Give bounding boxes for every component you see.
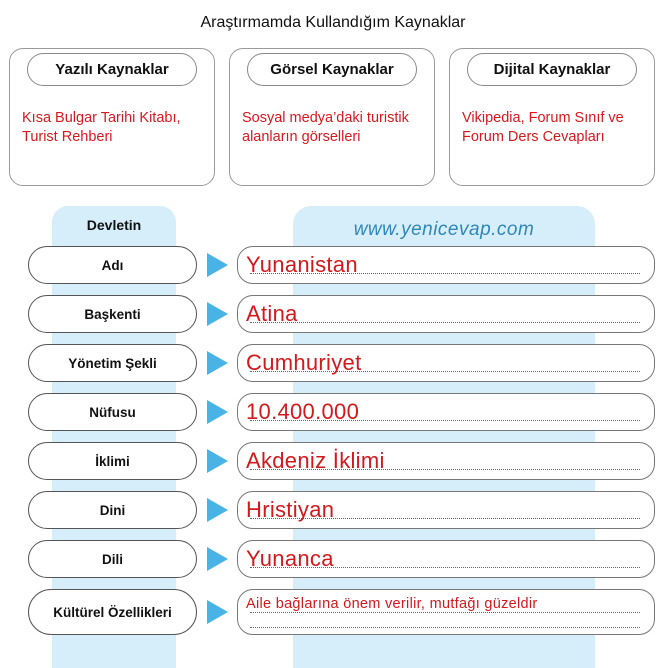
visual-sources-card: [229, 48, 435, 186]
answer-field[interactable]: [237, 589, 655, 635]
answer-field[interactable]: [237, 295, 655, 333]
arrow-right-icon: [207, 498, 228, 522]
dotted-line: [250, 627, 640, 628]
written-sources-text: Kısa Bulgar Tarihi Kitabı, Turist Rehberi: [22, 110, 181, 145]
answer-text: Yunanistan: [246, 252, 358, 277]
answer-text: Cumhuriyet: [246, 350, 362, 375]
answer-text: Akdeniz İklimi: [246, 448, 385, 473]
written-sources-card: [9, 48, 215, 186]
row-label: İklimi: [28, 442, 197, 480]
answer-text: Atina: [246, 301, 298, 326]
table-row: [0, 246, 666, 286]
answer-text: 10.400.000: [246, 399, 360, 424]
arrow-right-icon: [207, 400, 228, 424]
table-row: [0, 589, 666, 637]
row-label: Kültürel Özellikleri: [28, 589, 197, 635]
answer-text: Yunanca: [246, 546, 334, 571]
arrow-right-icon: [207, 600, 228, 624]
arrow-right-icon: [207, 449, 228, 473]
row-label: Başkenti: [28, 295, 197, 333]
answer-field[interactable]: [237, 491, 655, 529]
row-label: Nüfusu: [28, 393, 197, 431]
table-row: [0, 491, 666, 531]
row-label: Adı: [28, 246, 197, 284]
answer-field[interactable]: [237, 540, 655, 578]
table-row: [0, 393, 666, 433]
watermark: www.yenicevap.com: [353, 219, 535, 240]
table-row: [0, 442, 666, 482]
digital-sources-card: [449, 48, 655, 186]
column-header: Devletin: [86, 217, 142, 233]
arrow-right-icon: [207, 253, 228, 277]
row-label: Yönetim Şekli: [28, 344, 197, 382]
dotted-line: [250, 612, 640, 613]
answer-text: Hristiyan: [246, 497, 335, 522]
table-row: [0, 344, 666, 384]
page-title: Araştırmamda Kullandığım Kaynaklar: [200, 14, 466, 31]
arrow-right-icon: [207, 302, 228, 326]
arrow-right-icon: [207, 351, 228, 375]
digital-sources-heading: Dijital Kaynaklar: [467, 53, 637, 86]
dotted-line: [250, 322, 640, 323]
answer-text: Aile bağlarına önem verilir, mutfağı güzeldir: [246, 596, 538, 612]
answer-field[interactable]: [237, 442, 655, 480]
row-label: Dili: [28, 540, 197, 578]
table-row: [0, 295, 666, 335]
visual-sources-heading: Görsel Kaynaklar: [247, 53, 417, 86]
row-label: Dini: [28, 491, 197, 529]
table-row: [0, 540, 666, 580]
visual-sources-text: Sosyal medya’daki turistik alanların görselleri: [242, 110, 409, 145]
answer-field[interactable]: [237, 393, 655, 431]
written-sources-heading: Yazılı Kaynaklar: [27, 53, 197, 86]
digital-sources-text: Vikipedia, Forum Sınıf ve Forum Ders Cevapları: [462, 110, 624, 145]
answer-field[interactable]: [237, 344, 655, 382]
answer-field[interactable]: [237, 246, 655, 284]
arrow-right-icon: [207, 547, 228, 571]
